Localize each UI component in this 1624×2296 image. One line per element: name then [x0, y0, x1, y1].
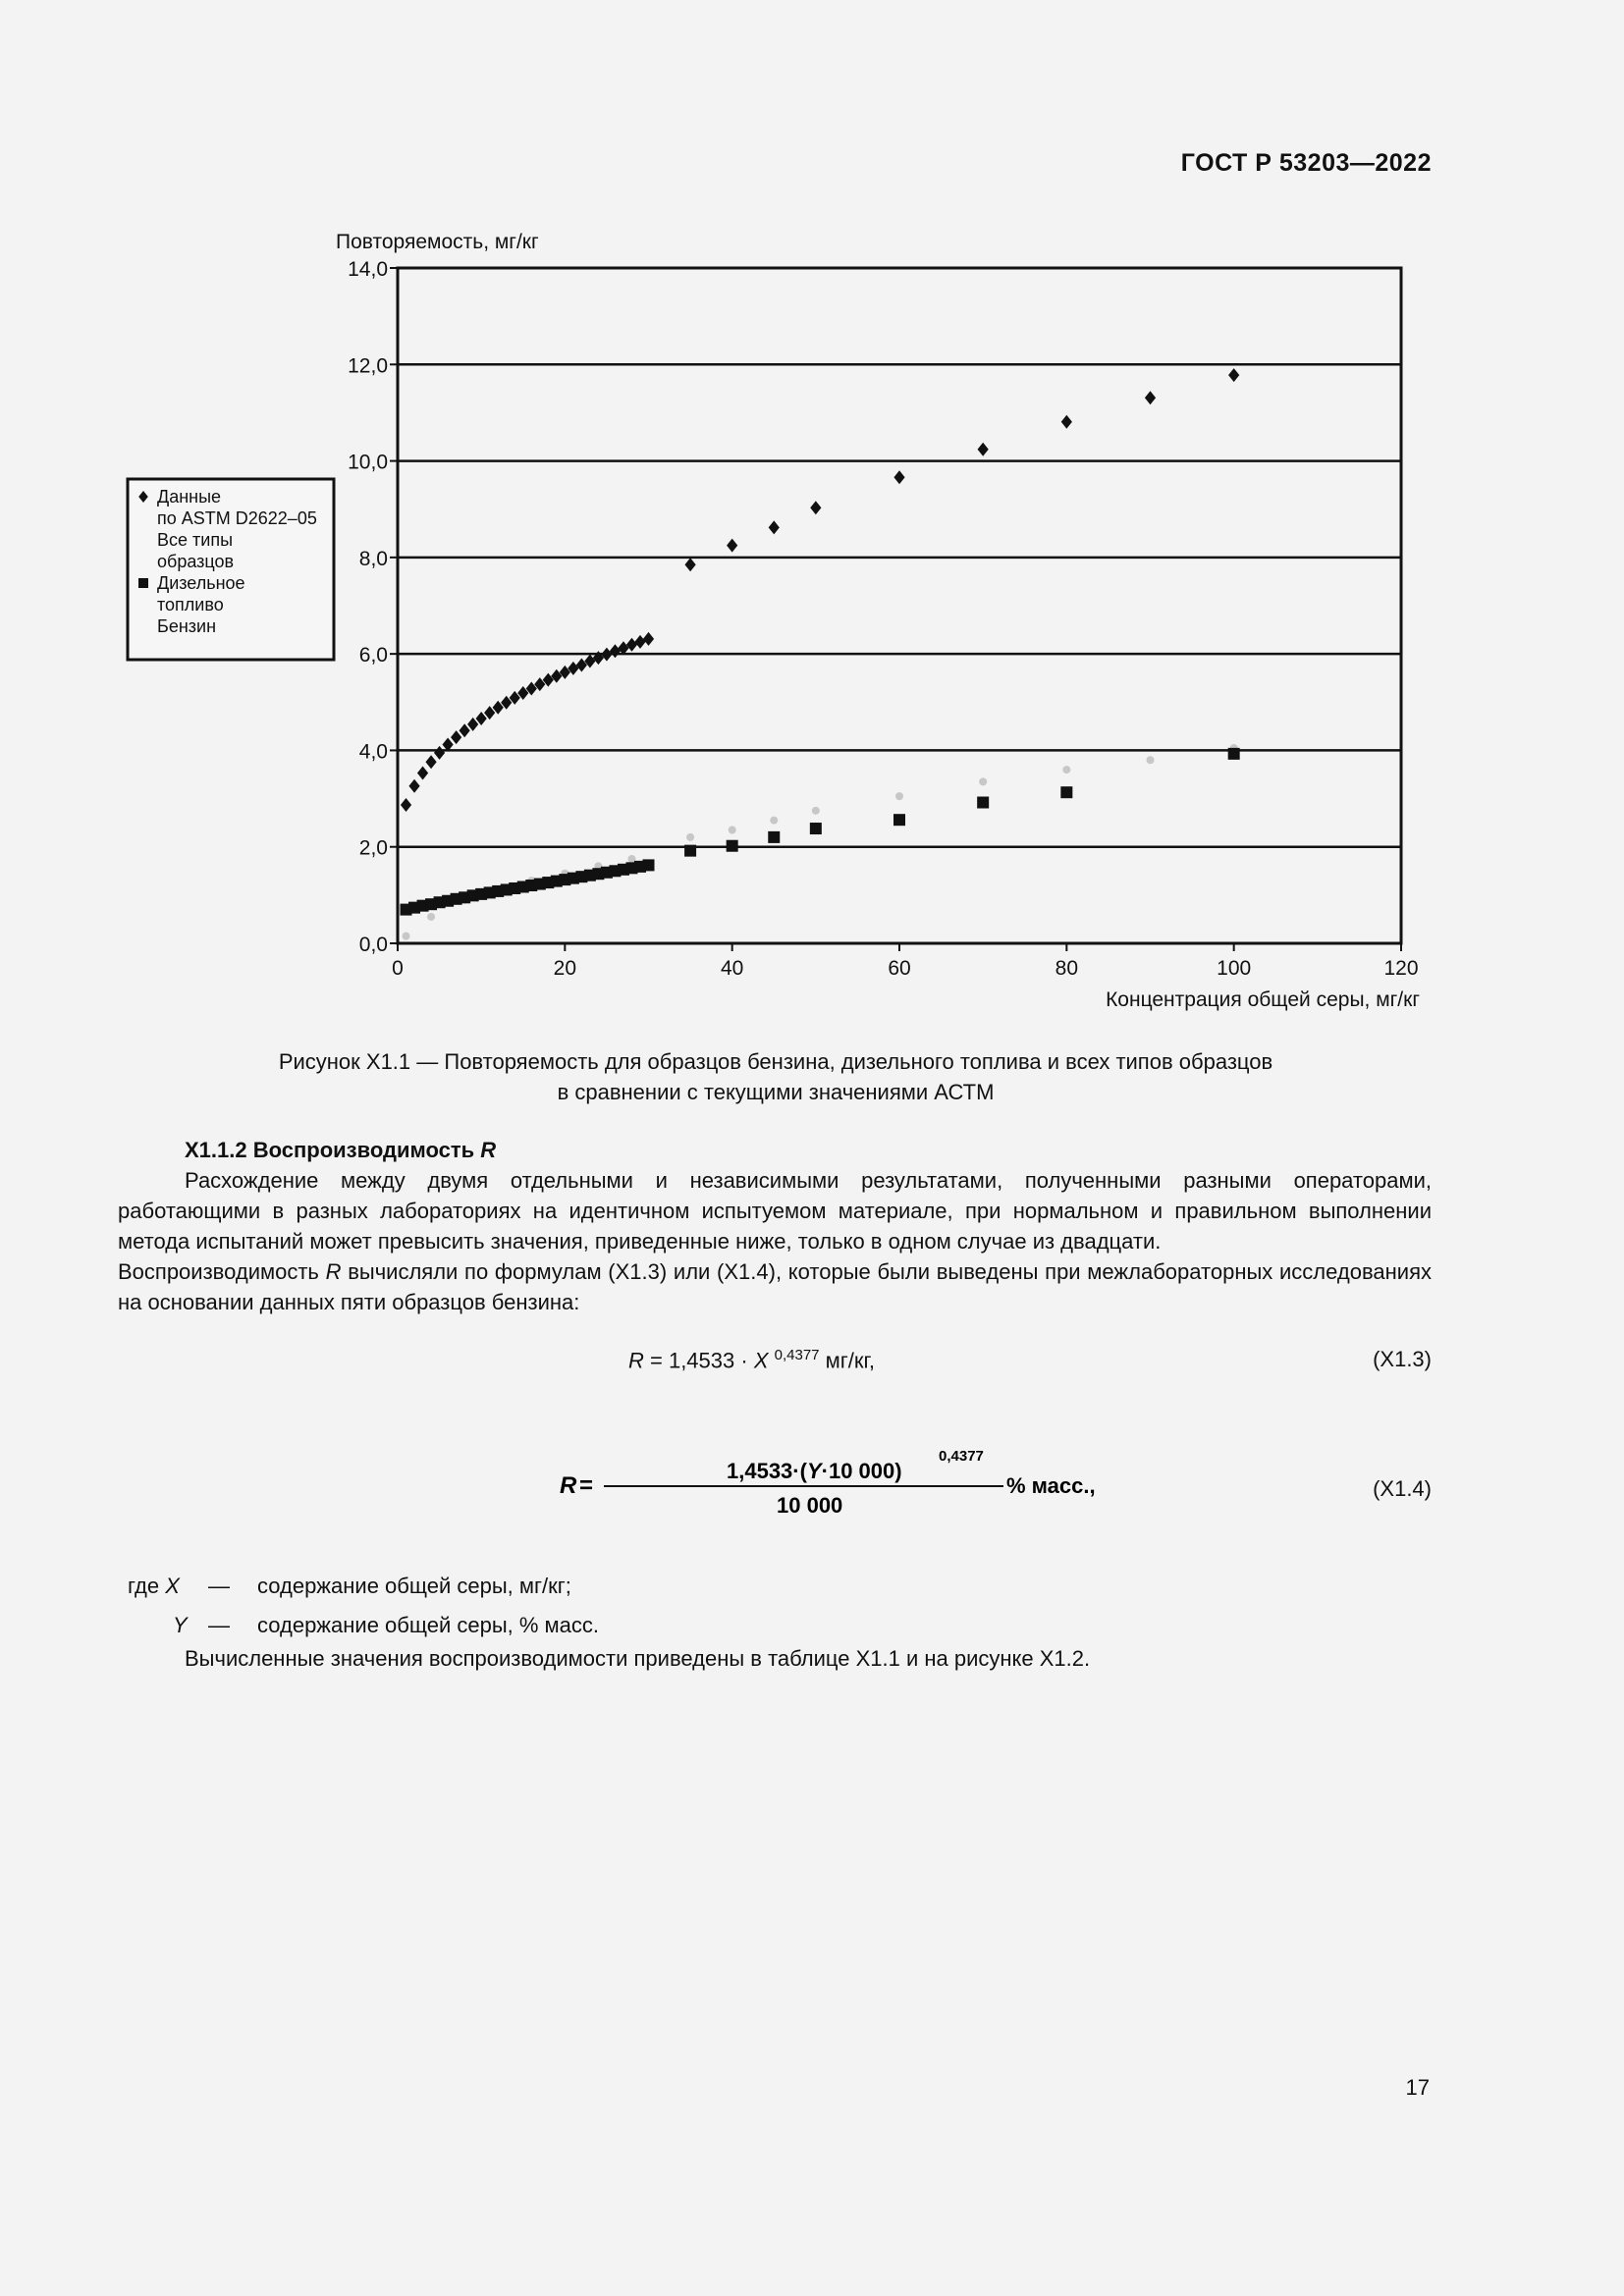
- formula-x1-4-denominator: 10 000: [777, 1493, 843, 1518]
- formula-x1-4-exponent: 0,4377: [939, 1448, 984, 1465]
- formula-x1-4-lhs: R: [560, 1472, 577, 1499]
- formula-x1-4-eq: =: [579, 1472, 594, 1499]
- astm-point: [684, 558, 695, 571]
- astm-point: [1145, 391, 1156, 404]
- astm-point: [727, 539, 737, 553]
- y-tick-label: 2,0: [358, 836, 388, 860]
- formula-x1-4-body: [560, 1441, 1110, 1520]
- y-tick-label: 12,0: [348, 354, 388, 378]
- diesel-point: [1060, 786, 1072, 798]
- formula-x1-3-body: R = 1,4533 · X $^{0,4377}$ мг/кг,: [628, 1347, 875, 1373]
- legend-marker-square: [138, 578, 148, 588]
- astm-point: [643, 632, 654, 646]
- x-axis-label: Концентрация общей серы, мг/кг: [1106, 988, 1420, 1011]
- section-title-symbol: R: [480, 1138, 497, 1162]
- y-tick-label: 14,0: [348, 258, 388, 281]
- gasoline-point: [1062, 766, 1070, 774]
- x-tick-label: 100: [1217, 957, 1252, 980]
- diesel-point: [810, 823, 822, 834]
- astm-point: [634, 635, 645, 649]
- definition-row: где X — содержание общей серы, мг/кг;: [128, 1574, 571, 1598]
- paragraph-1: Расхождение между двумя отдельными и независимыми результатами, полученными разными операторами, работающими в разных лабораториях на идентичном испытуемом материале, при нормальном и правильном выполнении метода испытаний может превысить значения, приведенные ниже, только в одном случае из двадцати.: [118, 1168, 1432, 1254]
- x-tick-label: 20: [553, 957, 577, 980]
- gasoline-point: [812, 807, 820, 815]
- astm-point: [1061, 415, 1072, 429]
- astm-point: [460, 723, 470, 737]
- paragraph-2: Воспроизводимость R вычисляли по формулам (X1.3) или (X1.4), которые были выведены при межлабораторных исследованиях на основании данных пяти образцов бензина:: [118, 1259, 1432, 1314]
- y-tick-label: 0,0: [358, 934, 388, 956]
- gasoline-point: [1147, 756, 1155, 764]
- diesel-point: [893, 814, 905, 826]
- gasoline-point: [979, 777, 987, 785]
- astm-point: [408, 779, 419, 793]
- section-title: X1.1.2 Воспроизводимость R: [185, 1138, 497, 1162]
- formula-x1-4-unit: % масс.,: [1006, 1473, 1096, 1498]
- formula-x1-4: [118, 1441, 1432, 1520]
- astm-point: [1228, 368, 1239, 382]
- astm-point: [601, 648, 612, 662]
- legend-label: топливо: [157, 595, 224, 614]
- y-tick-label: 4,0: [358, 740, 388, 764]
- x-tick-label: 60: [888, 957, 911, 980]
- gasoline-point: [770, 817, 778, 825]
- astm-point: [425, 755, 436, 769]
- y-axis-label: Повторяемость, мг/кг: [336, 231, 539, 253]
- gasoline-point: [686, 833, 694, 841]
- plot-frame: [398, 268, 1401, 943]
- gasoline-point: [427, 913, 435, 921]
- formula-x1-4-numerator: 1,4533·(Y·10 000): [727, 1459, 902, 1483]
- astm-point: [626, 638, 637, 652]
- diesel-point: [1228, 748, 1240, 760]
- astm-point: [769, 520, 780, 534]
- x-tick-label: 80: [1055, 957, 1079, 980]
- y-tick-label: 6,0: [358, 644, 388, 667]
- legend: [128, 479, 334, 660]
- formula-x1-3: [118, 1347, 1432, 1380]
- caption-line-1: Рисунок X1.1 — Повторяемость для образцов бензина, дизельного топлива и всех типов образцов: [278, 1049, 1273, 1074]
- astm-point: [893, 470, 904, 484]
- x-tick-label: 120: [1383, 957, 1419, 980]
- y-tick-label: 10,0: [348, 451, 388, 474]
- legend-label: образцов: [157, 552, 235, 571]
- astm-point: [451, 730, 461, 744]
- legend-label: Данные: [157, 487, 222, 507]
- formula-x1-3-number: (X1.3): [1373, 1347, 1432, 1371]
- page-number: 17: [1405, 2075, 1430, 2100]
- astm-point: [434, 746, 445, 760]
- astm-point: [401, 798, 411, 812]
- legend-label: Дизельное: [157, 573, 245, 593]
- formula-x1-4-number: (X1.4): [1373, 1476, 1432, 1501]
- legend-label: Все типы: [157, 530, 234, 550]
- diesel-point: [643, 859, 655, 871]
- figure-caption: [118, 1046, 1434, 1107]
- diesel-point: [684, 845, 696, 857]
- chart-svg: [118, 216, 1453, 1031]
- section-reproducibility: [118, 1135, 1432, 1317]
- legend-label: Бензин: [157, 616, 217, 636]
- gasoline-point: [895, 792, 903, 800]
- document-code: ГОСТ Р 53203—2022: [1180, 149, 1432, 177]
- caption-line-2: в сравнении с текущими значениями АСТМ: [557, 1080, 995, 1104]
- axis-ticks: [348, 258, 1418, 980]
- definition-row: Y — содержание общей серы, % масс.: [173, 1613, 600, 1637]
- gasoline-point: [729, 827, 736, 834]
- closing-sentence: Вычисленные значения воспроизводимости приведены в таблице X1.1 и на рисунке X1.2.: [185, 1646, 1091, 1671]
- astm-point: [978, 443, 989, 456]
- diesel-point: [727, 840, 738, 852]
- astm-point: [610, 644, 621, 658]
- diesel-point: [768, 831, 780, 843]
- repeatability-chart: [118, 216, 1453, 1031]
- x-tick-label: 40: [720, 957, 744, 980]
- x-tick-label: 0: [392, 957, 404, 980]
- variable-definitions: [118, 1567, 1432, 1645]
- legend-label: по ASTM D2622–05: [157, 508, 317, 528]
- diesel-point: [977, 797, 989, 809]
- astm-point: [417, 767, 428, 780]
- gridlines: [398, 364, 1401, 846]
- y-tick-label: 8,0: [358, 547, 388, 570]
- gasoline-point: [403, 933, 410, 940]
- astm-point: [810, 501, 821, 514]
